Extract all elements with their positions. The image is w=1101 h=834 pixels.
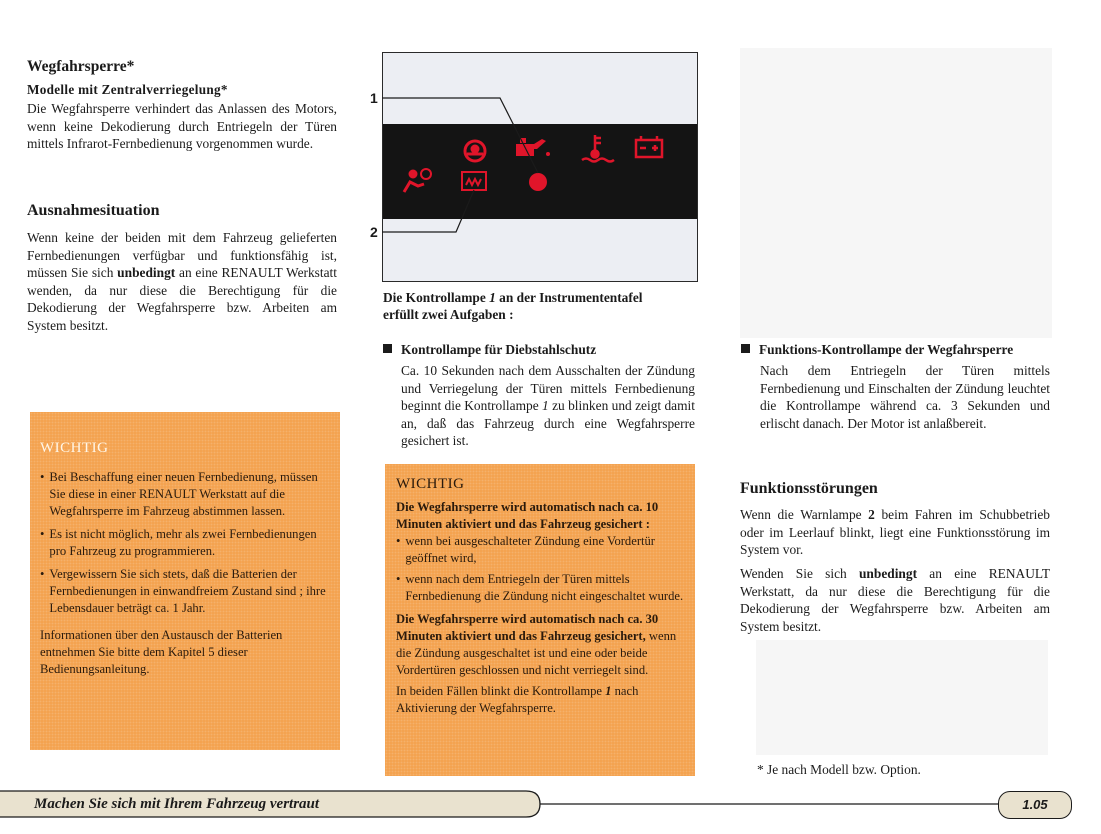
steering-warning-icon <box>465 141 485 161</box>
figure-caption: Die Kontrollampe 1 an der Instrumententafel erfüllt zwei Aufgaben : <box>383 290 643 322</box>
figure-callouts <box>360 52 700 284</box>
faded-box-area <box>756 640 1048 755</box>
battery-icon <box>636 136 662 157</box>
warning-item: • wenn nach dem Entriegeln der Türen mittels Fernbedienung die Zündung nicht eingeschaltet wurde. <box>396 572 684 603</box>
item-title-diebstahlschutz: Kontrollampe für Diebstahlschutz <box>383 342 596 358</box>
page-number: 1.05 <box>998 791 1072 819</box>
ausnahmesituation-paragraph: Wenn keine der beiden mit dem Fahrzeug gelieferten Fernbedienungen verfügbar und funktionsfähig ist, müssen Sie sich unbedingt an eine RENAULT Werkstatt wenden, da nur diese die Berechtigung für die Dekodierung der Wegfahrsperre bzw. Arbeiten am System besitzt. <box>27 230 337 333</box>
funktions-kontrollampe-paragraph: Nach dem Entriegeln der Türen mittels Fernbedienung und Einschalten der Zündung leuchtet die Kontrollampe während ca. 3 Sekunden und erlischt danach. Der Motor ist anlaßbereit. <box>760 363 1050 431</box>
warning-paragraph-blink: In beiden Fällen blinkt die Kontrollampe 1 nach Aktivierung der Wegfahrsperre. <box>396 684 639 715</box>
funktionsstoerungen-paragraph-2: Wenden Sie sich unbedingt an eine RENAULT Werkstatt, da nur diese die Berechtigung für die Dekodierung der Wegfahrsperre bzw. Arbeiten am System besitzt. <box>740 566 1050 634</box>
funktionsstoerungen-paragraph-1: Wenn die Warnlampe 2 beim Fahren im Schubbetrieb oder im Leerlauf blinkt, liegt eine Funktionsstörung im System vor. <box>740 507 1050 557</box>
coolant-temperature-icon <box>582 135 614 162</box>
airbag-icon <box>404 169 431 192</box>
warning-box-middle <box>385 464 695 776</box>
warning-item: • Es ist nicht möglich, mehr als zwei Fernbedienungen pro Fahrzeug zu programmieren. <box>40 527 317 558</box>
warning-box-left <box>30 412 340 750</box>
subtitle: Modelle mit Zentralverriegelung* <box>27 82 228 97</box>
warning-footer-text: Informationen über den Austausch der Batterien entnehmen Sie bitte dem Kapitel 5 dieser Bedienungsanleitung. <box>40 628 283 676</box>
callout-label-2: 2 <box>370 224 378 240</box>
callout-label-1: 1 <box>370 90 378 106</box>
footnote: * Je nach Modell bzw. Option. <box>757 762 921 777</box>
chapter-title: Machen Sie sich mit Ihrem Fahrzeug vertraut <box>34 796 320 812</box>
immobilizer-warning-lamp <box>529 173 547 191</box>
faded-photo-area <box>740 48 1052 338</box>
page-title: Wegfahrsperre* <box>27 58 135 75</box>
diebstahlschutz-paragraph: Ca. 10 Sekunden nach dem Ausschalten der Zündung und Verriegelung der Türen mittels Fernbedienung beginnt die Kontrollampe 1 zu blinken und zeigt damit an, daß das Fahrzeug durch eine Wegfahrsperre gesichert ist. <box>401 363 695 448</box>
square-bullet-icon <box>383 344 392 353</box>
engine-fault-icon <box>462 172 486 190</box>
warning-title: WICHTIG <box>396 476 465 492</box>
warning-paragraph-10min: Die Wegfahrsperre wird automatisch nach ca. 10 Minuten aktiviert und das Fahrzeug gesichert : <box>396 500 659 531</box>
section-title-ausnahmesituation: Ausnahmesituation <box>27 202 160 219</box>
square-bullet-icon <box>741 344 750 353</box>
section-title-funktionsstoerungen: Funktionsstörungen <box>740 480 878 497</box>
warning-item: • Vergewissern Sie sich stets, daß die Batterien der Fernbedienungen in einwandfreiem Zustand sind ; ihre Lebensdauer beträgt ca. 1 Jahr. <box>40 567 326 615</box>
intro-paragraph: Die Wegfahrsperre verhindert das Anlassen des Motors, wenn keine Dekodierung durch Entriegeln der Türen mittels Infrarot-Fernbedienung vorgenommen wurde. <box>27 101 337 151</box>
item-title-funktions-kontrollampe: Funktions-Kontrollampe der Wegfahrsperre <box>741 342 1013 358</box>
warning-title: WICHTIG <box>40 440 109 456</box>
warning-paragraph-30min: Die Wegfahrsperre wird automatisch nach ca. 30 Minuten aktiviert und das Fahrzeug gesichert, wenn die Zündung ausgeschaltet ist und eine oder beide Vordertüren geschlossen und nicht verriegelt sind. <box>396 612 677 677</box>
dashboard-figure <box>360 52 700 284</box>
warning-item: • Bei Beschaffung einer neuen Fernbedienung, müssen Sie diese in einer RENAULT Werkstatt auf die Wegfahrsperre im Fahrzeug abstimmen lassen. <box>40 470 318 518</box>
warning-list <box>40 469 330 617</box>
warning-item: • wenn bei ausgeschalteter Zündung eine Vordertür geöffnet wird, <box>396 534 656 565</box>
